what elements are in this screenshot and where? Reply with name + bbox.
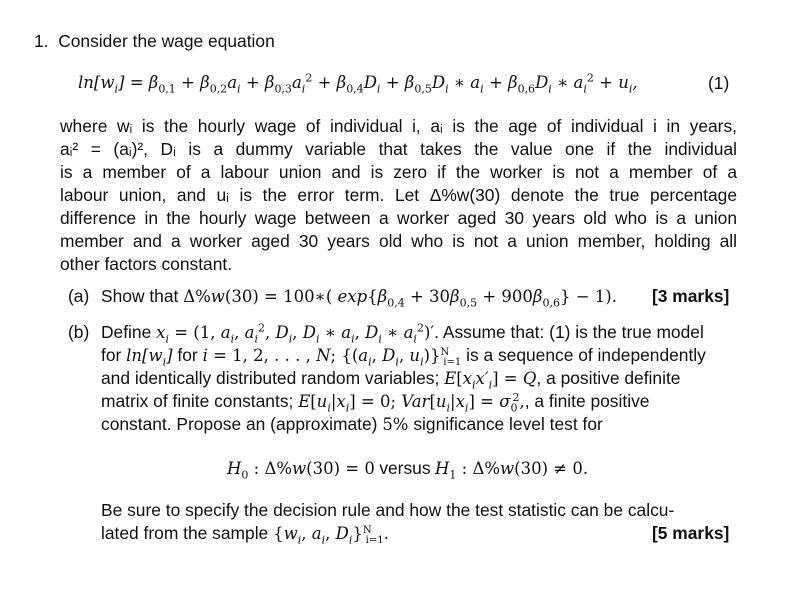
part-a-text: Show that (101, 286, 179, 306)
definition-line-3: is a member of a labour union and is zero if the worker is not a member of a (60, 162, 737, 182)
part-a-marks: [3 marks] (652, 286, 730, 306)
question-intro: Consider the wage equation (58, 31, 275, 51)
part-b-closing-2: lated from the sample {$w_i$, $a_i$, $D_i\}^N_{i=1}$. (101, 523, 389, 547)
part-a-label: (a) (68, 286, 90, 306)
part-b-define: Define (101, 322, 152, 342)
part-b-line-4: matrix of finite constants; $E[u_i|x_i] = 0$; $Var[u_i|x_i] = \sigma_0^2$,, a finite positive (101, 390, 650, 415)
significance-level: 5% (382, 415, 409, 434)
wage-equation: $\ln[w_i] = \beta_{0,1} + \beta_{0,2}a_i + \beta_{0,3}a_i^2 + \beta_{0,4}D_i + \beta_{0,5}D_i$ ∗ $a_i + \beta_{0,6}D_i$ ∗ $a_i^2 + u_i$, (78, 71, 638, 96)
definition-line-5: difference in the hourly wage between a worker aged 30 years old who is a union (60, 208, 737, 228)
part-b-line-1: Define $x_i = (1$, $a_i$, $a_i^2$, $D_i$, $D_i$ ∗ $a_i$, $D_i$ ∗ $a_i^2)'$. Assume that: (1) is the true model (101, 321, 704, 346)
part-b-label: (b) (68, 322, 90, 342)
part-b-line-2: for $\ln[w_i]$ for i = 1, 2, . . . , N; {($a_i$, $D_i$, $u_i)\}^N_{i=1}$ is a sequence of independently (101, 345, 706, 369)
definition-line-7: other factors constant. (60, 254, 233, 274)
question-number: 1. (34, 31, 49, 51)
part-b-marks: [5 marks] (652, 523, 730, 543)
equation-number: (1) (708, 73, 730, 93)
hypotheses: $H_0$ : Δ%w(30) = 0 versus $H_1$ : Δ%w(30) ≠ 0. (227, 458, 589, 482)
versus-text: versus (379, 458, 431, 478)
definition-line-6: member and a worker aged 30 years old who is not a union member, holding all (60, 231, 737, 251)
part-b-line-5: constant. Propose an (approximate) 5% significance level test for (101, 414, 603, 434)
definition-line-2: aᵢ² = (aᵢ)², Dᵢ is a dummy variable that takes the value one if the individual (60, 139, 737, 159)
part-b-line-3: and identically distributed random variables; $E[x_ix'_i] = Q$, a positive definite (101, 368, 681, 392)
question-heading (34, 30, 275, 52)
definition-line-1: where wᵢ is the hourly wage of individual i, aᵢ is the age of individual i in years, (60, 116, 737, 136)
part-b-closing-1: Be sure to specify the decision rule and how the test statistic can be calcu- (101, 500, 675, 520)
definition-line-4: labour union, and uᵢ is the error term. Let Δ%w(30) denote the true percentage (60, 185, 737, 205)
part-a-statement: Show that Δ%w(30) = 100∗( $\exp\{\beta_{0,4} + 30\beta_{0,5} + 900\beta_{0,6}\} - 1$). (101, 286, 617, 310)
part-b-assume: . Assume that: (1) is the true model (434, 322, 704, 342)
